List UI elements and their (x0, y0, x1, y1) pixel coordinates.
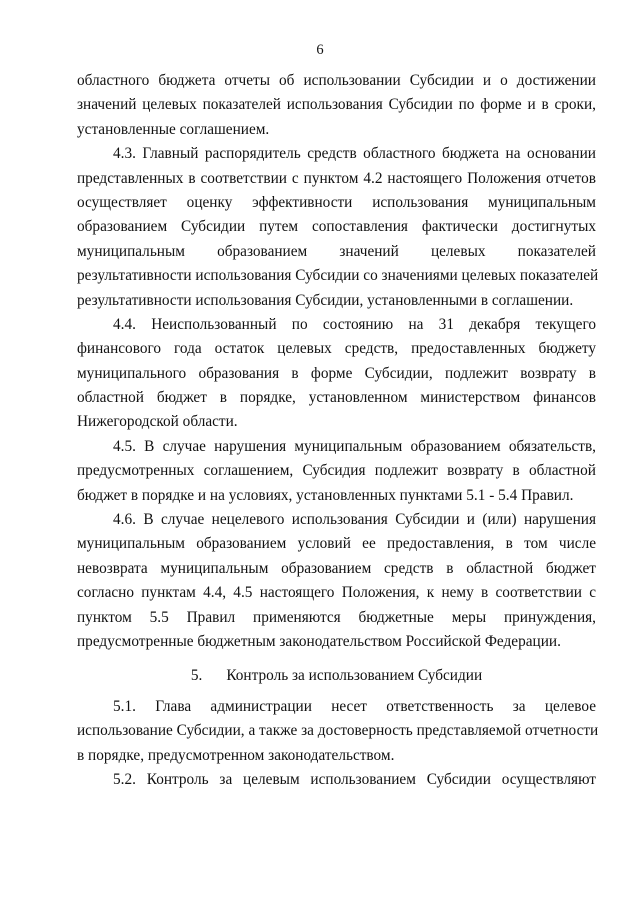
paragraph (77, 313, 596, 435)
paragraph (77, 768, 596, 792)
text-line: результативности использования Субсидии, установленными в соглашении. (77, 291, 574, 309)
text-line: использование Субсидии, а также за достоверность представляемой отчетности (77, 722, 599, 740)
text-line: пунктом 5.5 Правил применяются бюджетные меры принуждения, (77, 608, 596, 626)
text-line: муниципальным образованием значений целевых показателей (77, 242, 596, 260)
text-line: значений целевых показателей использования Субсидии по форме и в сроки, (77, 96, 596, 114)
text-line: областной бюджет в порядке, установленном министерством финансов (77, 389, 596, 407)
text-line: 4.5. В случае нарушения муниципальным образованием обязательств, (113, 437, 596, 455)
paragraph (77, 435, 596, 508)
text-line: финансового года остаток целевых средств, предоставленных бюджету (77, 340, 596, 358)
text-line: результативности использования Субсидии со значениями целевых показателей (77, 267, 599, 285)
paragraph (77, 508, 596, 654)
section-title: Контроль за использованием Субсидии (226, 667, 483, 685)
document-body (77, 69, 599, 792)
text-line: установленные соглашением. (77, 120, 270, 138)
text-line: предусмотренные бюджетным законодательством Российской Федерации. (77, 632, 561, 650)
text-line: Нижегородской области. (77, 413, 238, 431)
text-line: представленных в соответствии с пунктом 4.2 настоящего Положения отчетов (77, 169, 596, 187)
text-line: согласно пунктам 4.4, 4.5 настоящего Положения, к нему в соответствии с (77, 584, 596, 602)
section-heading (77, 664, 596, 688)
text-line: 4.4. Неиспользованный по состоянию на 31 декабря текущего (113, 315, 596, 333)
text-line: 4.6. В случае нецелевого использования Субсидии и (или) нарушения (113, 511, 596, 529)
text-line: муниципальным образованием условий ее предоставления, в том числе (77, 535, 596, 553)
text-line: образованием Субсидии путем сопоставления фактически достигнутых (77, 218, 596, 236)
text-line: 5.1. Глава администрации несет ответственность за целевое (113, 697, 596, 715)
text-line: 4.3. Главный распорядитель средств областного бюджета на основании (113, 145, 596, 163)
paragraph (77, 695, 599, 768)
text-line: в порядке, предусмотренном законодательством. (77, 746, 395, 764)
page-number: 6 (316, 42, 324, 58)
text-line: невозврата муниципальным образованием средств в областной бюджет (77, 559, 596, 577)
text-line: бюджет в порядке и на условиях, установленных пунктами 5.1 - 5.4 Правил. (77, 486, 574, 504)
text-line: 5.2. Контроль за целевым использованием Субсидии осуществляют (113, 770, 596, 788)
paragraphs-before-heading (77, 69, 599, 654)
text-line: областного бюджета отчеты об использовании Субсидии и о достижении (77, 72, 596, 89)
text-line: предусмотренных соглашением, Субсидия подлежит возврату в областной (77, 462, 596, 480)
paragraph (77, 142, 599, 313)
text-line: муниципального образования в форме Субсидии, подлежит возврату в (77, 364, 596, 382)
text-line: осуществляет оценку эффективности использования муниципальным (77, 193, 596, 211)
section-number: 5. (190, 667, 203, 685)
paragraph (77, 69, 596, 142)
paragraphs-after-heading (77, 695, 599, 793)
